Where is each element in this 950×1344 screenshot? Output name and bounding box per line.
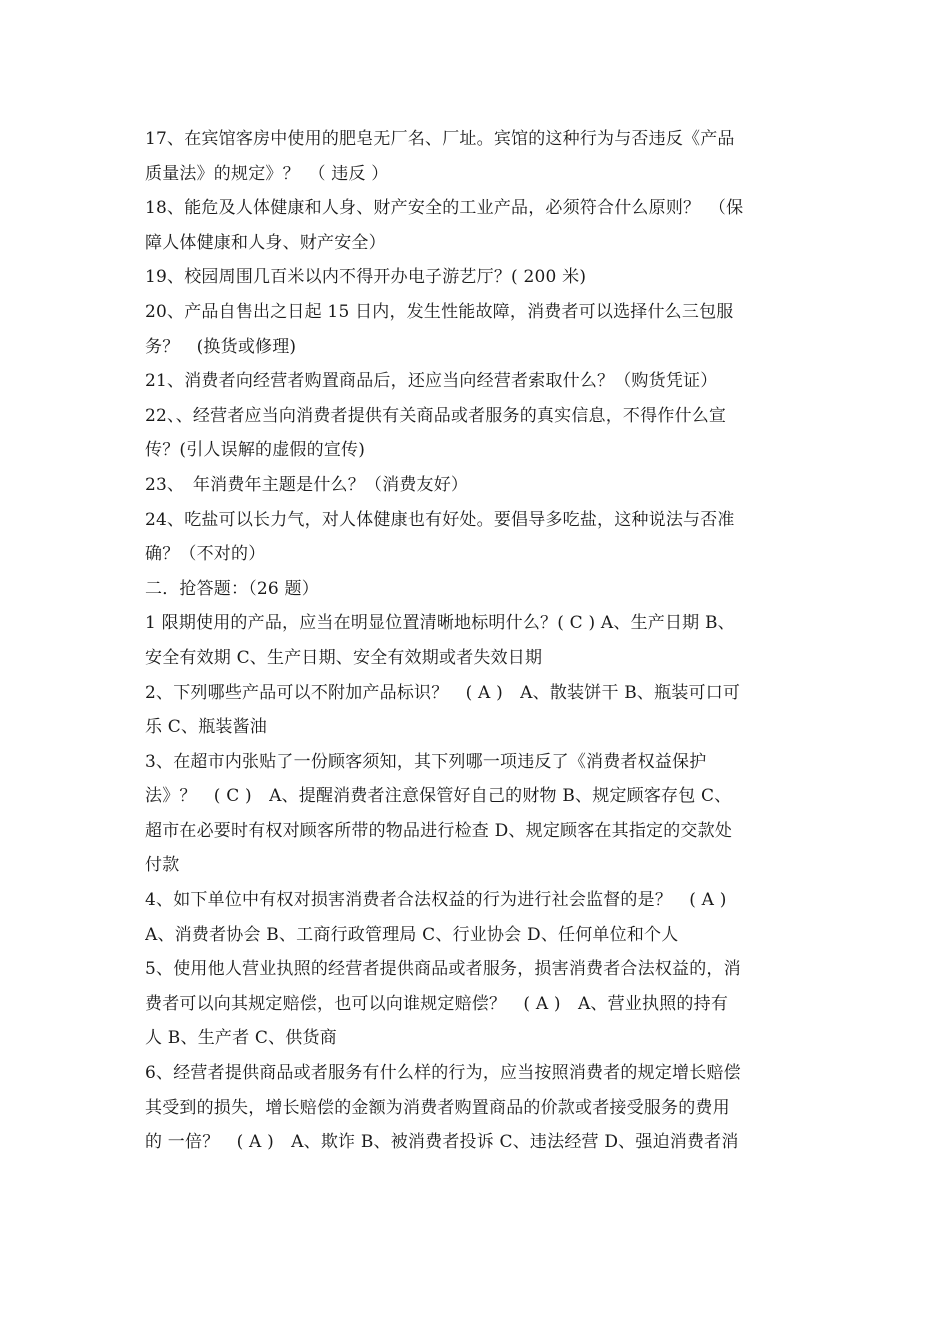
text-line: 5、使用他人营业执照的经营者提供商品或者服务，损害消费者合法权益的，消 — [145, 959, 741, 980]
text-line: 18、能危及人体健康和人身、财产安全的工业产品，必须符合什么原则？ （保 — [145, 198, 744, 219]
text-line: 确？（不对的） — [145, 544, 266, 565]
text-line: 其受到的损失，增长赔偿的金额为消费者购置商品的价款或者接受服务的费用 — [145, 1097, 730, 1118]
text-line: 乐 C、瓶装酱油 — [145, 717, 268, 738]
text-line: 障人体健康和人身、财产安全） — [145, 232, 386, 253]
text-line: 17、在宾馆客房中使用的肥皂无厂名、厂址。宾馆的这种行为与否违反《产品 — [145, 129, 735, 149]
text-line: 费者可以向其规定赔偿，也可以向谁规定赔偿？ ( A ) A、营业执照的持有 — [145, 993, 729, 1014]
text-line: 的 一倍？ ( A ) A、欺诈 B、被消费者投诉 C、违法经营 D、强迫消费者消 — [145, 1132, 739, 1153]
text-line: 23、 年消费年主题是什么？（消费友好） — [145, 474, 469, 495]
text-line: 人 B、生产者 C、供货商 — [145, 1028, 337, 1049]
text-line: 3、在超市内张贴了一份顾客须知，其下列哪一项违反了《消费者权益保护 — [145, 751, 707, 772]
text-line: 24、吃盐可以长力气，对人体健康也有好处。要倡导多吃盐，这种说法与否准 — [145, 509, 735, 530]
text-line: 22、、经营者应当向消费者提供有关商品或者服务的真实信息，不得作什么宣 — [145, 405, 727, 426]
text-line: 1 限期使用的产品，应当在明显位置清晰地标明什么？( C ) A、生产日期 B、 — [145, 613, 735, 634]
document-body — [145, 122, 810, 1160]
text-line: 法》？ ( C ) A、提醒消费者注意保管好自己的财物 B、规定顾客存包 C、 — [145, 786, 732, 807]
text-line: 传？(引人误解的虚假的宣传) — [145, 440, 366, 461]
section-heading: 二．抢答题：（26 题） — [145, 578, 319, 599]
text-line: 2、下列哪些产品可以不附加产品标识？ ( A ) A、散装饼干 B、瓶装可口可 — [145, 682, 741, 703]
text-line: 务？ (换货或修理) — [145, 336, 297, 357]
text-line: 质量法》的规定》？ （ 违反 ） — [145, 163, 389, 184]
text-line: 21、消费者向经营者购置商品后，还应当向经营者索取什么？（购货凭证） — [145, 371, 718, 392]
text-line: 付款 — [145, 855, 180, 876]
text-line: 6、经营者提供商品或者服务有什么样的行为，应当按照消费者的规定增长赔偿 — [145, 1063, 741, 1084]
text-line: 安全有效期 C、生产日期、安全有效期或者失效日期 — [145, 647, 543, 668]
text-line: 4、如下单位中有权对损害消费者合法权益的行为进行社会监督的是？ ( A ) — [145, 890, 727, 911]
text-line: 19、校园周围几百米以内不得开办电子游艺厅？( 200 米) — [145, 267, 587, 288]
text-line: A、消费者协会 B、工商行政管理局 C、行业协会 D、任何单位和个人 — [145, 924, 679, 945]
text-line: 20、产品自售出之日起 15 日内，发生性能故障，消费者可以选择什么三包服 — [145, 301, 734, 322]
text-line: 超市在必要时有权对顾客所带的物品进行检查 D、规定顾客在其指定的交款处 — [145, 820, 733, 841]
